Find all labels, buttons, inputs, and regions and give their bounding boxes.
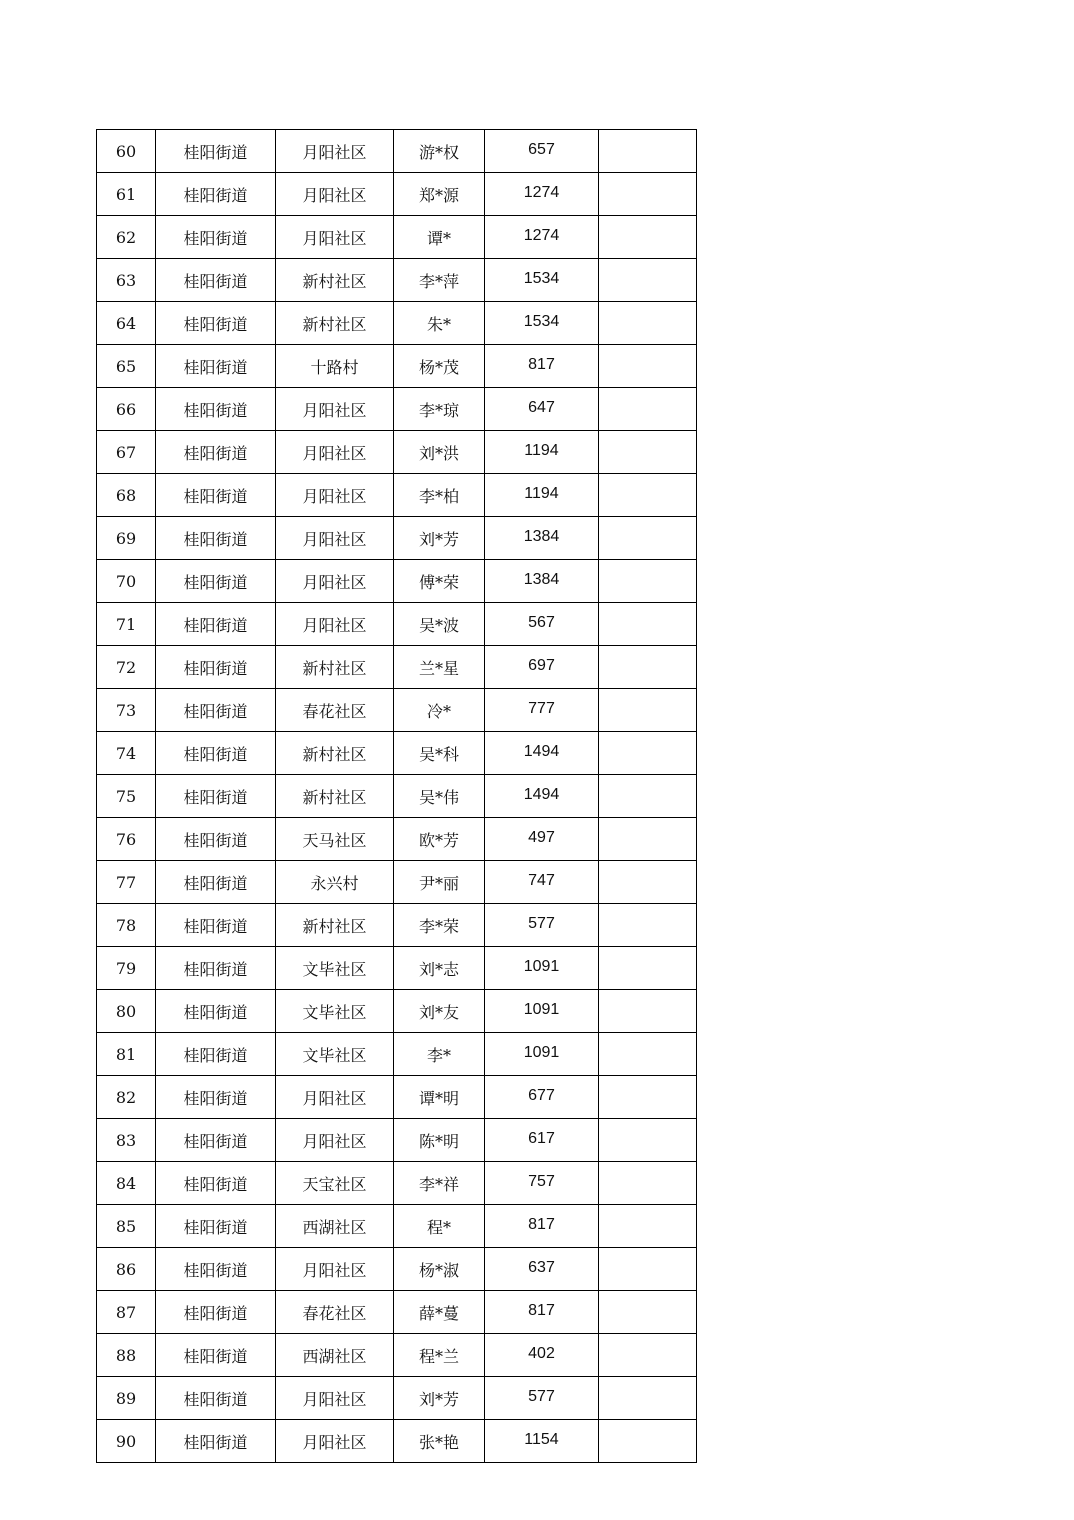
street-cell: 桂阳街道 <box>156 216 276 259</box>
street-cell: 桂阳街道 <box>156 603 276 646</box>
amount-cell: 757 <box>485 1162 599 1205</box>
row-number-cell: 84 <box>97 1162 156 1205</box>
table-row <box>97 130 697 173</box>
amount-cell: 777 <box>485 689 599 732</box>
row-number-cell: 87 <box>97 1291 156 1334</box>
amount-cell: 817 <box>485 1205 599 1248</box>
note-cell <box>599 560 697 603</box>
name-cell: 郑*源 <box>394 173 485 216</box>
amount-cell: 1534 <box>485 259 599 302</box>
street-cell: 桂阳街道 <box>156 1377 276 1420</box>
note-cell <box>599 904 697 947</box>
name-cell: 冷* <box>394 689 485 732</box>
street-cell: 桂阳街道 <box>156 431 276 474</box>
community-cell: 文毕社区 <box>276 990 394 1033</box>
note-cell <box>599 732 697 775</box>
name-cell: 尹*丽 <box>394 861 485 904</box>
street-cell: 桂阳街道 <box>156 474 276 517</box>
street-cell: 桂阳街道 <box>156 990 276 1033</box>
community-cell: 新村社区 <box>276 732 394 775</box>
amount-cell: 1091 <box>485 1033 599 1076</box>
amount-cell: 1494 <box>485 732 599 775</box>
row-number-cell: 69 <box>97 517 156 560</box>
community-cell: 西湖社区 <box>276 1334 394 1377</box>
community-cell: 新村社区 <box>276 646 394 689</box>
row-number-cell: 85 <box>97 1205 156 1248</box>
name-cell: 刘*芳 <box>394 517 485 560</box>
table-row <box>97 818 697 861</box>
note-cell <box>599 646 697 689</box>
row-number-cell: 71 <box>97 603 156 646</box>
street-cell: 桂阳街道 <box>156 646 276 689</box>
community-cell: 新村社区 <box>276 259 394 302</box>
note-cell <box>599 302 697 345</box>
name-cell: 张*艳 <box>394 1420 485 1463</box>
amount-cell: 617 <box>485 1119 599 1162</box>
name-cell: 刘*志 <box>394 947 485 990</box>
note-cell <box>599 818 697 861</box>
name-cell: 欧*芳 <box>394 818 485 861</box>
amount-cell: 637 <box>485 1248 599 1291</box>
row-number-cell: 72 <box>97 646 156 689</box>
note-cell <box>599 130 697 173</box>
note-cell <box>599 431 697 474</box>
table-row <box>97 1205 697 1248</box>
table-row <box>97 1291 697 1334</box>
note-cell <box>599 947 697 990</box>
row-number-cell: 81 <box>97 1033 156 1076</box>
table-body <box>97 130 697 1463</box>
street-cell: 桂阳街道 <box>156 775 276 818</box>
street-cell: 桂阳街道 <box>156 130 276 173</box>
community-cell: 月阳社区 <box>276 560 394 603</box>
community-cell: 天马社区 <box>276 818 394 861</box>
community-cell: 文毕社区 <box>276 947 394 990</box>
amount-cell: 1534 <box>485 302 599 345</box>
note-cell <box>599 861 697 904</box>
name-cell: 刘*友 <box>394 990 485 1033</box>
community-cell: 春花社区 <box>276 1291 394 1334</box>
note-cell <box>599 1334 697 1377</box>
name-cell: 李*柏 <box>394 474 485 517</box>
amount-cell: 697 <box>485 646 599 689</box>
row-number-cell: 65 <box>97 345 156 388</box>
note-cell <box>599 173 697 216</box>
note-cell <box>599 1377 697 1420</box>
name-cell: 李*萍 <box>394 259 485 302</box>
community-cell: 月阳社区 <box>276 517 394 560</box>
street-cell: 桂阳街道 <box>156 388 276 431</box>
street-cell: 桂阳街道 <box>156 1291 276 1334</box>
street-cell: 桂阳街道 <box>156 1334 276 1377</box>
amount-cell: 1154 <box>485 1420 599 1463</box>
data-table <box>96 129 697 1463</box>
name-cell: 杨*茂 <box>394 345 485 388</box>
street-cell: 桂阳街道 <box>156 1076 276 1119</box>
name-cell: 吴*伟 <box>394 775 485 818</box>
table-row <box>97 474 697 517</box>
table-row <box>97 775 697 818</box>
table-row <box>97 302 697 345</box>
community-cell: 月阳社区 <box>276 173 394 216</box>
amount-cell: 677 <box>485 1076 599 1119</box>
note-cell <box>599 1076 697 1119</box>
note-cell <box>599 990 697 1033</box>
table-row <box>97 431 697 474</box>
row-number-cell: 60 <box>97 130 156 173</box>
name-cell: 杨*淑 <box>394 1248 485 1291</box>
amount-cell: 1194 <box>485 474 599 517</box>
table-row <box>97 861 697 904</box>
name-cell: 刘*洪 <box>394 431 485 474</box>
table-row <box>97 560 697 603</box>
table-row <box>97 1377 697 1420</box>
amount-cell: 1274 <box>485 173 599 216</box>
community-cell: 月阳社区 <box>276 431 394 474</box>
row-number-cell: 86 <box>97 1248 156 1291</box>
name-cell: 李*祥 <box>394 1162 485 1205</box>
row-number-cell: 78 <box>97 904 156 947</box>
table-row <box>97 947 697 990</box>
community-cell: 月阳社区 <box>276 1420 394 1463</box>
amount-cell: 1384 <box>485 560 599 603</box>
row-number-cell: 75 <box>97 775 156 818</box>
community-cell: 月阳社区 <box>276 1076 394 1119</box>
amount-cell: 1494 <box>485 775 599 818</box>
note-cell <box>599 1248 697 1291</box>
street-cell: 桂阳街道 <box>156 1033 276 1076</box>
amount-cell: 577 <box>485 904 599 947</box>
note-cell <box>599 1291 697 1334</box>
amount-cell: 497 <box>485 818 599 861</box>
street-cell: 桂阳街道 <box>156 173 276 216</box>
row-number-cell: 63 <box>97 259 156 302</box>
street-cell: 桂阳街道 <box>156 861 276 904</box>
street-cell: 桂阳街道 <box>156 1248 276 1291</box>
street-cell: 桂阳街道 <box>156 1205 276 1248</box>
street-cell: 桂阳街道 <box>156 1119 276 1162</box>
row-number-cell: 80 <box>97 990 156 1033</box>
name-cell: 陈*明 <box>394 1119 485 1162</box>
amount-cell: 1274 <box>485 216 599 259</box>
street-cell: 桂阳街道 <box>156 904 276 947</box>
amount-cell: 402 <box>485 1334 599 1377</box>
street-cell: 桂阳街道 <box>156 302 276 345</box>
name-cell: 吴*波 <box>394 603 485 646</box>
street-cell: 桂阳街道 <box>156 517 276 560</box>
amount-cell: 1091 <box>485 990 599 1033</box>
street-cell: 桂阳街道 <box>156 345 276 388</box>
row-number-cell: 64 <box>97 302 156 345</box>
note-cell <box>599 1033 697 1076</box>
name-cell: 游*权 <box>394 130 485 173</box>
amount-cell: 747 <box>485 861 599 904</box>
row-number-cell: 74 <box>97 732 156 775</box>
table-row <box>97 216 697 259</box>
table-row <box>97 259 697 302</box>
note-cell <box>599 603 697 646</box>
row-number-cell: 70 <box>97 560 156 603</box>
community-cell: 天宝社区 <box>276 1162 394 1205</box>
row-number-cell: 83 <box>97 1119 156 1162</box>
name-cell: 傅*荣 <box>394 560 485 603</box>
street-cell: 桂阳街道 <box>156 259 276 302</box>
table-row <box>97 1033 697 1076</box>
amount-cell: 1091 <box>485 947 599 990</box>
name-cell: 李*荣 <box>394 904 485 947</box>
community-cell: 月阳社区 <box>276 1248 394 1291</box>
name-cell: 兰*星 <box>394 646 485 689</box>
name-cell: 谭*明 <box>394 1076 485 1119</box>
table-row <box>97 1420 697 1463</box>
street-cell: 桂阳街道 <box>156 560 276 603</box>
community-cell: 月阳社区 <box>276 1119 394 1162</box>
community-cell: 月阳社区 <box>276 130 394 173</box>
community-cell: 新村社区 <box>276 302 394 345</box>
street-cell: 桂阳街道 <box>156 947 276 990</box>
note-cell <box>599 1162 697 1205</box>
street-cell: 桂阳街道 <box>156 732 276 775</box>
table-row <box>97 904 697 947</box>
row-number-cell: 61 <box>97 173 156 216</box>
table-row <box>97 1248 697 1291</box>
community-cell: 文毕社区 <box>276 1033 394 1076</box>
community-cell: 十路村 <box>276 345 394 388</box>
table-row <box>97 603 697 646</box>
name-cell: 程* <box>394 1205 485 1248</box>
row-number-cell: 79 <box>97 947 156 990</box>
table-row <box>97 388 697 431</box>
amount-cell: 647 <box>485 388 599 431</box>
table-row <box>97 646 697 689</box>
table-row <box>97 1076 697 1119</box>
table-row <box>97 689 697 732</box>
community-cell: 月阳社区 <box>276 1377 394 1420</box>
table-row <box>97 1162 697 1205</box>
note-cell <box>599 216 697 259</box>
amount-cell: 567 <box>485 603 599 646</box>
row-number-cell: 68 <box>97 474 156 517</box>
name-cell: 程*兰 <box>394 1334 485 1377</box>
amount-cell: 817 <box>485 1291 599 1334</box>
row-number-cell: 89 <box>97 1377 156 1420</box>
name-cell: 吴*科 <box>394 732 485 775</box>
note-cell <box>599 689 697 732</box>
name-cell: 刘*芳 <box>394 1377 485 1420</box>
note-cell <box>599 1420 697 1463</box>
note-cell <box>599 517 697 560</box>
note-cell <box>599 1205 697 1248</box>
table-row <box>97 732 697 775</box>
row-number-cell: 67 <box>97 431 156 474</box>
table-row <box>97 1119 697 1162</box>
amount-cell: 657 <box>485 130 599 173</box>
amount-cell: 1194 <box>485 431 599 474</box>
note-cell <box>599 1119 697 1162</box>
street-cell: 桂阳街道 <box>156 689 276 732</box>
name-cell: 朱* <box>394 302 485 345</box>
table-row <box>97 990 697 1033</box>
note-cell <box>599 345 697 388</box>
row-number-cell: 77 <box>97 861 156 904</box>
street-cell: 桂阳街道 <box>156 1420 276 1463</box>
community-cell: 月阳社区 <box>276 603 394 646</box>
note-cell <box>599 259 697 302</box>
row-number-cell: 82 <box>97 1076 156 1119</box>
street-cell: 桂阳街道 <box>156 1162 276 1205</box>
community-cell: 月阳社区 <box>276 474 394 517</box>
row-number-cell: 62 <box>97 216 156 259</box>
row-number-cell: 66 <box>97 388 156 431</box>
note-cell <box>599 775 697 818</box>
community-cell: 永兴村 <box>276 861 394 904</box>
amount-cell: 577 <box>485 1377 599 1420</box>
table-row <box>97 173 697 216</box>
name-cell: 薛*蔓 <box>394 1291 485 1334</box>
community-cell: 月阳社区 <box>276 388 394 431</box>
table-row <box>97 1334 697 1377</box>
note-cell <box>599 388 697 431</box>
row-number-cell: 88 <box>97 1334 156 1377</box>
table-row <box>97 345 697 388</box>
community-cell: 西湖社区 <box>276 1205 394 1248</box>
community-cell: 月阳社区 <box>276 216 394 259</box>
name-cell: 谭* <box>394 216 485 259</box>
name-cell: 李*琼 <box>394 388 485 431</box>
row-number-cell: 73 <box>97 689 156 732</box>
community-cell: 新村社区 <box>276 904 394 947</box>
row-number-cell: 90 <box>97 1420 156 1463</box>
name-cell: 李* <box>394 1033 485 1076</box>
community-cell: 新村社区 <box>276 775 394 818</box>
note-cell <box>599 474 697 517</box>
amount-cell: 817 <box>485 345 599 388</box>
community-cell: 春花社区 <box>276 689 394 732</box>
table-row <box>97 517 697 560</box>
street-cell: 桂阳街道 <box>156 818 276 861</box>
amount-cell: 1384 <box>485 517 599 560</box>
row-number-cell: 76 <box>97 818 156 861</box>
